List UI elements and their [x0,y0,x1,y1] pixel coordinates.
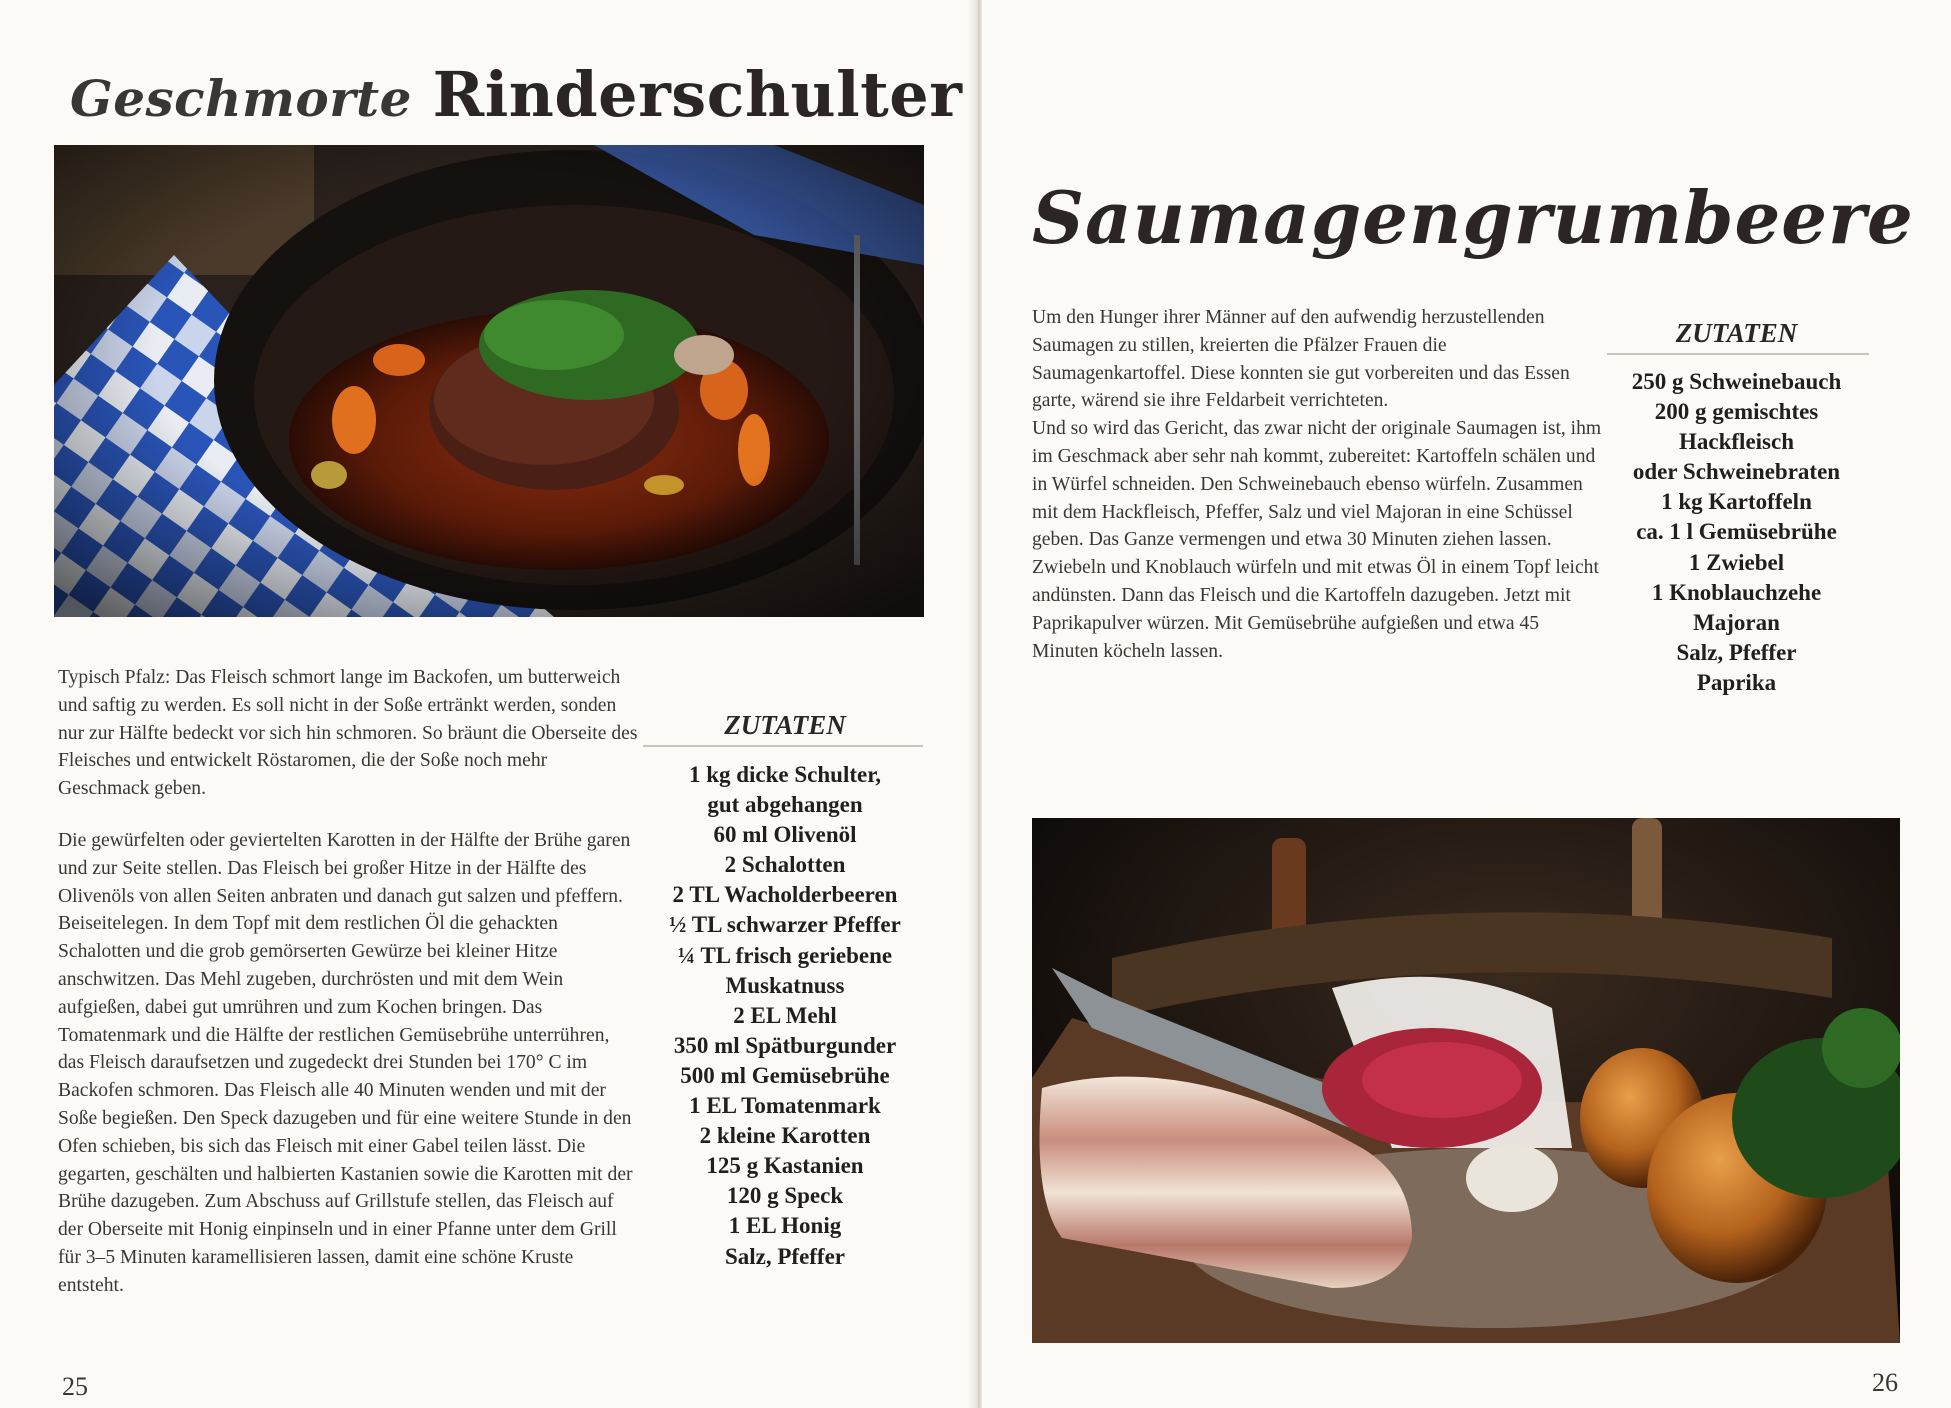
ingredient-item: Majoran [1693,609,1780,635]
intro-paragraph-left [58,664,638,803]
ingredient-item: 1 Zwiebel [1688,549,1785,575]
beef-pot-photo [54,145,924,617]
saumagen-ingredients-photo [1032,818,1900,1343]
ingredient-item: gut abgehangen [707,792,863,818]
right-page [982,0,1951,1408]
ingredient-item: 120 g Speck [726,1183,844,1209]
ingredient-item: Salz, Pfeffer [1676,639,1797,665]
recipe-title-right: Saumagengrumbeere [1032,175,1914,260]
title-word-geschmorte: Geschmorte [70,69,412,128]
zutaten-heading-left: ZUTATEN [724,710,846,740]
ingredient-item: 200 g gemischtes [1654,399,1819,425]
title-word-rinderschulter: Rinderschulter [432,58,963,131]
ingredient-item: Hackfleisch [1679,429,1794,455]
ingredient-item: 2 TL Wacholderbeeren [672,882,898,908]
ingredient-item: 500 ml Gemüsebrühe [680,1062,890,1088]
ingredient-list-right [1604,367,1869,698]
ingredient-item: 1 kg Kartoffeln [1661,489,1812,515]
recipe-title-left [70,58,962,131]
ingredient-item: oder Schweinebraten [1632,459,1841,485]
ingredient-item: 1 EL Tomatenmark [689,1093,881,1119]
ingredient-item: 1 Knoblauchzehe [1651,579,1822,605]
ingredient-item: Salz, Pfeffer [724,1243,846,1269]
ingredient-item: 1 kg dicke Schulter, [688,762,882,787]
method-paragraph-left [58,827,638,1300]
ingredient-item: 2 EL Mehl [733,1002,837,1028]
intro-text-right: Um den Hunger ihrer Männer auf den aufwendig herzustellenden Saumagen zu stillen, kreierten die Pfälzer Frauen die Saumagenkartoffel. Diese konnten sie gut vorbereiten und das Essen garte, wärend sie ihre Feldarbeit verrichteten. [1032,307,1570,412]
method-text-right: Und so wird das Gericht, das zwar nicht der originale Saumagen ist, ihm im Geschmack aber sehr nah kommt, zubereitet: Kartoffeln schälen und in Würfel schneiden. Den Schweinebauch ebenso würfeln. Zusammen mit dem Hackfleisch, Pfeffer, Salz und viel Majoran in eine Schüssel geben. Das Ganze vermengen und etwa 30 Minuten ziehen lassen. Zwiebeln und Knoblauch würfeln und mit etwas Öl in einem Topf leicht andünsten. Dann das Fleisch und die Kartoffeln dazugeben. Jetzt mit Paprikapulver würzen. Mit Gemüsebrühe aufgießen und etwa 45 Minuten köcheln lassen. [1032,418,1602,662]
ingredient-item: 350 ml Spätburgunder [673,1032,897,1058]
ingredient-item: ca. 1 l Gemüsebrühe [1636,519,1837,545]
intro-text: Typisch Pfalz: Das Fleisch schmort lange im Backofen, um butterweich und saftig zu werden. Es soll nicht in der Soße ertränkt werden, sonden nur zur Hälfte bedeckt vor sich hin schmoren. So bräunt die Oberseite des Fleisches und entwickelt Röstaromen, die der Soße noch mehr Geschmack geben. [58,667,638,800]
ingredient-item: 1 EL Honig [728,1213,842,1239]
ingredient-item: 250 g Schweinebauch [1631,369,1842,394]
ingredient-item: 2 kleine Karotten [699,1123,871,1149]
zutaten-divider-right [1607,353,1869,355]
ingredient-item: Muskatnuss [725,972,845,998]
ingredient-item: Paprika [1696,669,1777,695]
zutaten-divider-left [643,745,923,747]
method-text: Die gewürfelten oder geviertelten Karotten in der Hälfte der Brühe garen und zur Seite stellen. Das Fleisch bei großer Hitze in der Hälfte des Olivenöls von allen Seiten anbraten und danach gut salzen und pfeffern. Beiseitelegen. In dem Topf mit dem restlichen Öl die gehackten Schalotten und die grob gemörserten Gewürze bei kleiner Hitze anschwitzen. Das Mehl zugeben, durchrösten und mit dem Wein aufgießen, dabei gut umrühren und zum Kochen bringen. Das Tomatenmark und die Hälfte der restlichen Gemüsebrühe unterrühren, das Fleisch daraufsetzen und zugedeckt drei Stunden bei 170° C im Backofen schmoren. Das Fleisch alle 40 Minuten wenden und mit der Soße begießen. Den Speck dazugeben und für eine weitere Stunde in den Ofen schieben, bis sich das Fleisch mit einer Gabel teilen lässt. Die gegarten, geschälten und halbierten Kastanien sowie die Karotten mit der Brühe dazugeben. Zum Abschuss auf Grillstufe stellen, das Fleisch auf der Oberseite mit Honig einpinseln und in einer Pfanne unter dem Grill für 3–5 Minuten karamellisieren lassen, damit eine schöne Kruste entsteht. [58,830,633,1296]
page-number-right: 26 [1872,1368,1898,1397]
recipe-text-right [1032,304,1604,665]
ingredient-item: ½ TL schwarzer Pfeffer [669,912,901,938]
ingredient-item: 60 ml Olivenöl [713,822,857,848]
ingredient-item: 125 g Kastanien [706,1153,864,1179]
ingredient-item: ¼ TL frisch geriebene [677,942,893,968]
ingredient-list-left [640,760,930,1272]
ingredient-item: 2 Schalotten [724,852,846,878]
page-number-left: 25 [62,1372,88,1401]
zutaten-heading-right: ZUTATEN [1675,318,1798,348]
